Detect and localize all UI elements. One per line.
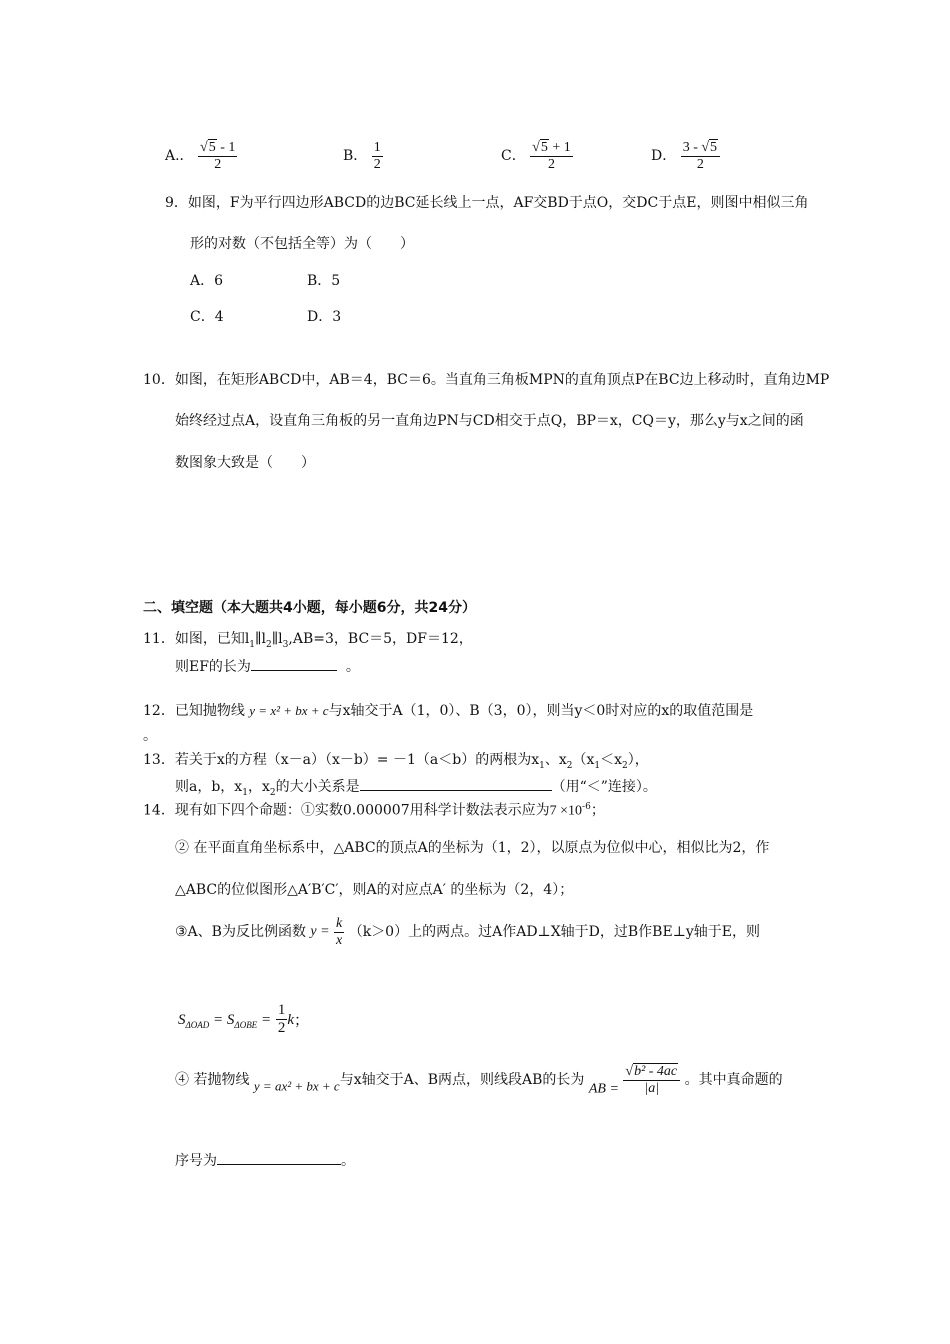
s-fraction [276,1002,288,1038]
option-a-fraction: $\frac{√5 - 1}{2}$ [200,140,236,173]
q11-line2-end: 。 [345,659,360,675]
q11-sub3: 3 [282,639,289,650]
q14-last-line [175,1150,355,1170]
q14-p3-den: x [336,933,343,949]
q13-l2-b: ，x [247,779,270,795]
q14-p3-pre: ③A、B为反比例函数 [175,924,306,941]
q14-p2-line2: △ABC的位似图形△A′B′C′，则A的对应点A′ 的坐标为（2，4）； [175,882,574,898]
q14-p4-formula: y = ax² + bx + c [253,1078,340,1094]
q14-p4-pre: ④ 若抛物线 [175,1072,250,1089]
q11-line2 [175,656,360,676]
q11-sub2: 2 [265,639,272,650]
s-end: ； [294,1010,310,1029]
q12-line2: 。 [143,728,157,744]
q11-line2-text: 则EF的长为 [175,659,251,675]
q13-line2 [175,776,657,799]
q8-option-a [165,140,237,173]
q13-sub5: 1 [242,787,248,798]
q8-option-c [501,140,573,173]
q13-sub2: 2 [566,760,573,771]
q13-l2-d: （用“＜”连接）。 [551,779,657,795]
q10-line3: 数图象大致是（ ） [175,455,315,471]
q14-sci-base: 7 ×10 [549,803,583,819]
q9-option-d: D．3 [307,309,342,325]
q12-formula: y = x² + bx + c [249,703,329,718]
option-c-den: 2 [547,157,555,173]
q13-text-c: （x [572,752,595,768]
s-sub-b: ΔOBE [234,1019,258,1030]
q10-line2: 始终经过点A，设直角三角板的另一直角边PN与CD相交于点Q，BP＝x，CQ＝y，那么y与x之间的函 [175,413,804,429]
q14-p4-mid: 与x轴交于A、B两点，则线段AB的长为 [339,1072,585,1089]
q13-l2-c: 的大小关系是 [275,779,360,795]
q13-text-a: 13．若关于x的方程（x－a）（x－b）= －1（a＜b）的两根为x [143,752,540,768]
q13-answer-blank[interactable] [360,776,552,791]
q14-p3-fraction [334,916,344,949]
q9-option-c: C．4 [190,309,224,325]
q13-sub3: 1 [594,760,601,771]
option-d-fraction: $\frac{3 - √5}{2}$ [681,140,720,173]
s-eq2: = [257,1011,272,1028]
option-c-radicand: 5 [540,140,548,155]
q13-sub6: 2 [269,787,276,798]
q14-sci-exp: -6 [582,802,591,812]
q13-sub4: 2 [622,760,628,771]
q9-option-a: A．6 [190,273,224,289]
q13-text-b: 、x [544,752,567,768]
q14-p4-post: 。其中真命题的 [684,1072,783,1089]
q11-text-b: ∥l [255,631,266,647]
option-c-fraction: $\frac{√5 + 1}{2}$ [532,140,571,173]
q14-s-formula [178,1002,309,1038]
q11-line1 [143,631,473,651]
option-b-den: 2 [373,157,381,173]
q12-line1 [143,703,753,720]
q14-p2-line1: ② 在平面直角坐标系中，△ABC的顶点A的坐标为（1，2），以原点为位似中心，相似比为2，作 [175,840,770,856]
q9-line1: 9．如图，F为平行四边形ABCD的边BC延长线上一点，AF交BD于点O，交DC于点E，则图中相似三角 [165,195,809,211]
option-a-radicand: 5 [208,140,216,155]
s-sub-a: ΔOAD [185,1019,210,1030]
option-b-fraction [372,140,383,173]
q11-text-c: ∥l [271,631,283,647]
q14-last-end: 。 [341,1153,355,1169]
q14-p4-den: |a| [644,1081,660,1097]
option-d-num-pre: 3 - [682,140,702,155]
q14-p4-fraction: $\frac{\text{√b² - 4ac}}{|a|}$ [623,1064,680,1097]
option-a-den: 2 [214,157,222,173]
q13-text-d: ＜x [600,752,623,768]
q13-text-e: ）， [627,752,649,768]
q12-pre: 12．已知抛物线 [143,703,245,719]
s-left: S [178,1011,186,1028]
option-d-label: D． [651,148,677,165]
q8-option-d [651,140,720,173]
option-a-label: A.． [165,148,194,165]
option-c-label: C． [501,148,526,165]
q11-sub1: 1 [249,639,256,650]
q14-answer-blank[interactable] [217,1150,341,1165]
q14-p3-num: k [334,916,344,933]
q8-option-b [343,140,383,173]
q11-answer-blank[interactable] [251,656,337,671]
option-b-num: 1 [372,140,383,157]
q14-p4-radicand: b² - 4ac [634,1064,678,1079]
q11-text-a: 11．如图，已知l [143,631,250,647]
q11-text-d: ,AB=3，BC＝5，DF＝12， [288,631,473,647]
q14-p4-line [175,1064,783,1098]
q14-line1-text: 14．现有如下四个命题：①实数0.000007用科学计数法表示应为 [143,802,550,819]
q14-sci-end: ； [590,802,605,819]
option-b-label: B． [343,148,368,165]
q14-p3-post: （k＞0）上的两点。过A作AD⊥X轴于D，过B作BE⊥y轴于E，则 [348,924,760,941]
q13-sub1: 1 [539,760,545,771]
option-c-num-rest: + 1 [548,140,571,155]
q12-post: 与x轴交于A（1，0）、B（3，0），则当y＜0时对应的x的取值范围是 [328,703,754,719]
q14-last-text: 序号为 [175,1153,217,1169]
q10-line1: 10．如图，在矩形ABCD中，AB＝4，BC＝6。当直角三角板MPN的直角顶点P在BC边上移动时，直角边MP [143,372,830,388]
s-k: k [287,1011,295,1028]
option-a-num-rest: - 1 [216,140,236,155]
s-den: 2 [277,1020,286,1037]
option-d-radicand: 5 [710,140,718,155]
q14-p3-y: y = [310,924,330,940]
q9-option-b: B．5 [307,273,341,289]
q14-line1 [143,802,605,820]
option-d-den: 2 [696,157,704,173]
q14-p4-ab: AB = [588,1081,619,1097]
q9-line2: 形的对数（不包括全等）为（ ） [190,236,414,252]
section2-title: 二、填空题（本大题共4小题，每小题6分，共24分） [143,600,476,616]
q13-l2-a: 则a，b，x [175,779,243,795]
q14-p3-line [175,916,760,949]
q13-line1 [143,752,649,772]
s-eq: = S [209,1011,235,1028]
s-num: 1 [276,1002,288,1020]
